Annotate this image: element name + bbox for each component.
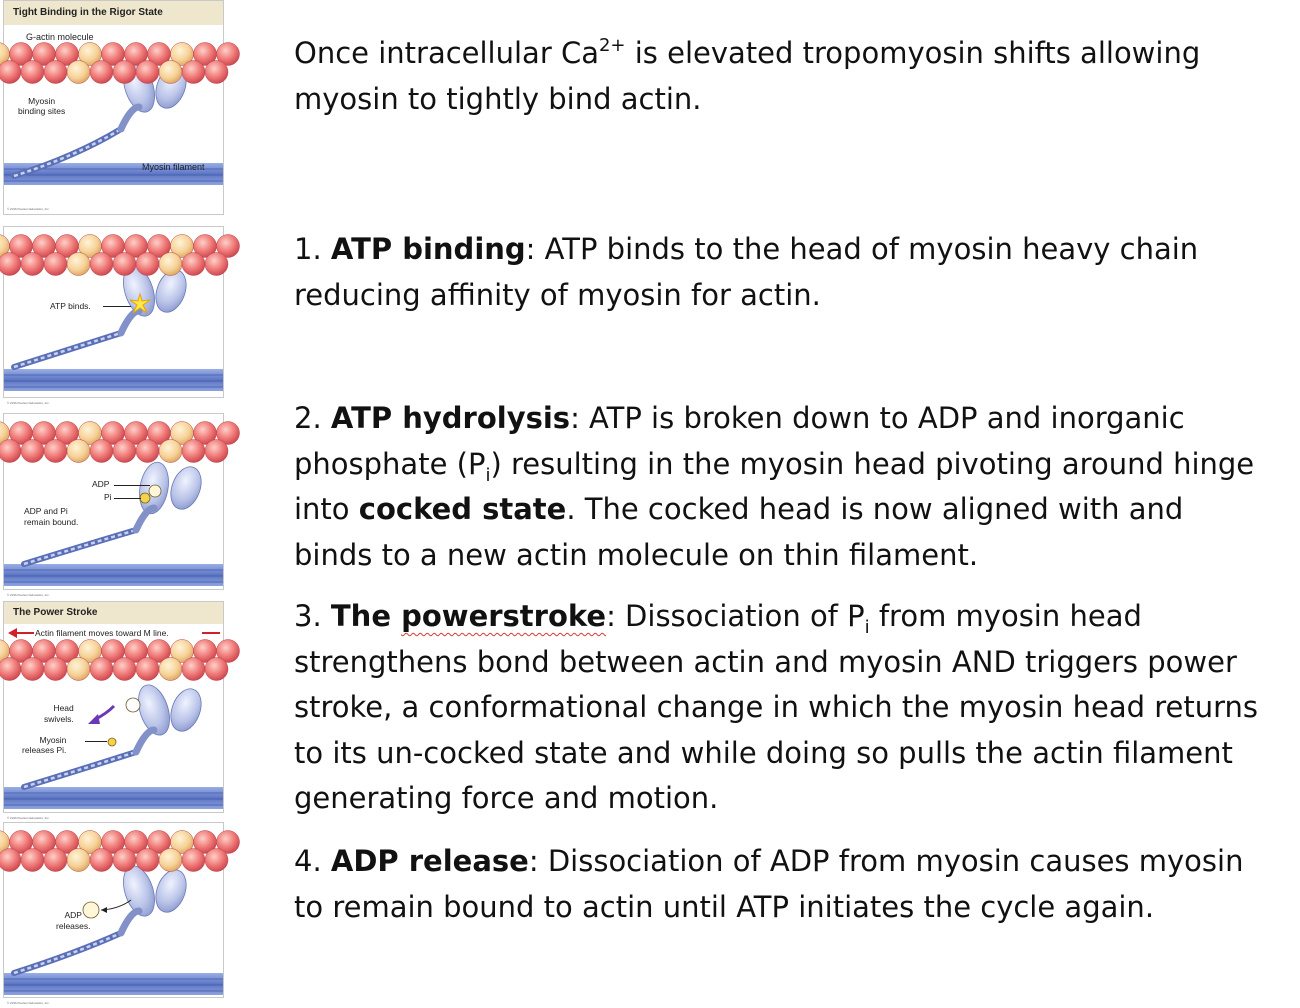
thick-filament-band [4, 564, 223, 586]
atp-leader-line [103, 306, 131, 307]
myosin-tail-highlight [24, 530, 136, 564]
step-4-number: 4. [294, 844, 331, 878]
binding-sites-label [18, 96, 65, 116]
step-4-term: ADP release [330, 844, 529, 878]
adp-line-1: ADP [64, 910, 82, 920]
actin-filament [0, 43, 240, 84]
step-3-term-b: powerstroke [401, 599, 607, 633]
g-actin-bead [159, 658, 182, 681]
adp-label: ADP [92, 479, 110, 489]
g-actin-bead [21, 440, 44, 463]
binding-sites-line-1: Myosin [28, 96, 56, 106]
g-actin-bead [182, 849, 205, 872]
intro-after: is elevated tropomyosin shifts allowing myosin to tightly bind actin. [294, 36, 1201, 116]
g-actin-bead [136, 658, 159, 681]
g-actin-bead [44, 849, 67, 872]
actin-filament [0, 831, 240, 872]
g-actin-bead [182, 61, 205, 84]
g-actin-bead [0, 658, 21, 681]
g-actin-bead [159, 849, 182, 872]
step-2-sub: i [485, 464, 491, 486]
copyright: © 2016 Pearson Education, Inc. [7, 401, 50, 405]
g-actin-bead [67, 253, 90, 276]
release-leader-line [85, 741, 107, 742]
g-actin-bead [90, 849, 113, 872]
g-actin-bead [67, 440, 90, 463]
pi-label: Pi [104, 492, 112, 502]
g-actin-bead [67, 61, 90, 84]
g-actin-bead [159, 61, 182, 84]
thick-filament-band [4, 973, 223, 995]
panel-rigor-state [3, 0, 224, 215]
step-2-body-2: ) resulting in the myosin head pivoting around hinge into [294, 446, 1255, 526]
g-actin-bead [90, 658, 113, 681]
myosin-tail [14, 333, 121, 367]
atp-burst-icon [130, 294, 150, 314]
step-1-text [294, 227, 1264, 318]
step-4-body: : Dissociation of ADP from myosin causes myosin to remain bound to actin until ATP initiates the cycle again. [294, 844, 1244, 924]
swivel-line-1: Head [53, 703, 74, 713]
intro-text [294, 31, 1264, 122]
step-1-term: ATP binding [330, 232, 526, 266]
g-actin-bead [136, 61, 159, 84]
panel-atp-hydrolysis [3, 413, 224, 597]
adp-releases-label [56, 910, 91, 932]
panel-atp-binding [3, 226, 224, 405]
g-actin-bead [90, 61, 113, 84]
myosin-releases-label [22, 735, 66, 755]
step-3-body-1: : Dissociation of P [606, 599, 865, 633]
g-actin-bead [136, 440, 159, 463]
g-actin-bead [136, 253, 159, 276]
g-actin-label: G-actin molecule [26, 32, 94, 42]
step-4-text [294, 839, 1264, 930]
myosin-tail [24, 752, 136, 787]
myosin-neck [121, 107, 139, 129]
step-3-term-a: The [330, 599, 402, 633]
step-2-term-2: cocked state [358, 492, 567, 526]
binding-sites-line-2: binding sites [18, 106, 66, 116]
g-actin-bead [90, 440, 113, 463]
g-actin-bead [159, 253, 182, 276]
atp-binds-label: ATP binds. [50, 301, 91, 311]
thick-filament-band [4, 369, 223, 391]
adp-line-2: releases. [56, 921, 91, 931]
step-2-text [294, 396, 1264, 578]
head-swivels-label [44, 703, 74, 725]
step-3-body-2: from myosin head strengthens bond between actin and myosin AND triggers power stroke, a conformational change in which the myosin head returns to its un-cocked state and while doing so pulls the actin filament generating force and motion. [294, 599, 1259, 815]
remain-bound-label [24, 506, 78, 528]
actin-filament [0, 640, 240, 681]
actin-filament [0, 422, 240, 463]
g-actin-bead [44, 253, 67, 276]
adp-leader-line [114, 485, 150, 486]
g-actin-bead [90, 253, 113, 276]
g-actin-bead [21, 61, 44, 84]
g-actin-bead [113, 849, 136, 872]
intro-sup: 2+ [598, 35, 626, 56]
thick-filament [4, 787, 223, 809]
atp-binding-illustration [4, 227, 223, 397]
thick-filament [4, 564, 223, 586]
step-3-text [294, 594, 1264, 822]
myosin-tail [24, 530, 136, 564]
step-1-body: : ATP binds to the head of myosin heavy chain reducing affinity of myosin for actin. [294, 232, 1199, 312]
g-actin-bead [21, 849, 44, 872]
swivel-line-2: swivels. [44, 714, 74, 724]
g-actin-bead [113, 253, 136, 276]
copyright: © 2016 Pearson Education, Inc. [7, 1001, 50, 1005]
atp-hydrolysis-illustration [4, 414, 223, 589]
panel-power-stroke [3, 601, 224, 820]
g-actin-bead [44, 440, 67, 463]
step-2-number: 2. [294, 401, 331, 435]
g-actin-bead [182, 253, 205, 276]
remain-line-1: ADP and Pi [24, 506, 68, 516]
g-actin-bead [113, 61, 136, 84]
released-pi-icons [99, 694, 159, 754]
g-actin-bead [21, 253, 44, 276]
g-actin-bead [0, 440, 21, 463]
g-actin-bead [44, 658, 67, 681]
pi-leader-line [114, 498, 141, 499]
myosin-head-back [165, 685, 206, 736]
myosin-neck [136, 508, 154, 530]
myosin-head-back [165, 463, 206, 514]
panel-adp-release [3, 822, 224, 1005]
step-1-number: 1. [294, 232, 331, 266]
g-actin-bead [205, 253, 228, 276]
copyright: © 2016 Pearson Education, Inc. [7, 207, 50, 211]
g-actin-bead [136, 849, 159, 872]
g-actin-bead [21, 658, 44, 681]
thick-filament [4, 973, 223, 995]
g-actin-bead [0, 253, 21, 276]
copyright: © 2016 Pearson Education, Inc. [7, 593, 50, 597]
release-line-2: releases Pi. [22, 745, 67, 755]
g-actin-bead [44, 61, 67, 84]
actin-filament [0, 235, 240, 276]
g-actin-bead [182, 440, 205, 463]
g-actin-bead [67, 658, 90, 681]
thick-filament-band [4, 787, 223, 809]
panel-header: The Power Stroke [4, 602, 223, 624]
g-actin-bead [205, 440, 228, 463]
g-actin-bead [0, 61, 21, 84]
g-actin-bead [67, 849, 90, 872]
step-2-term: ATP hydrolysis [330, 401, 571, 435]
g-actin-bead [113, 658, 136, 681]
myosin-head-back [150, 866, 191, 917]
myosin-filament-label: Myosin filament [142, 162, 205, 172]
step-3-sub: i [864, 617, 870, 638]
myosin-neck [121, 311, 139, 333]
panel-header: Tight Binding in the Rigor State [4, 1, 223, 25]
g-actin-bead [205, 61, 228, 84]
g-actin-bead [205, 849, 228, 872]
g-actin-bead [205, 658, 228, 681]
g-actin-bead [113, 440, 136, 463]
step-2-body-1: : ATP is broken down to ADP and inorganic phosphate (P [294, 401, 1185, 481]
release-line-1: Myosin [39, 735, 67, 745]
copyright: © 2016 Pearson Education, Inc. [7, 816, 50, 820]
myosin-tail [14, 933, 121, 973]
myosin-tail-highlight [24, 752, 136, 787]
g-actin-bead [0, 849, 21, 872]
step-3-number: 3. [294, 599, 331, 633]
thick-filament [4, 369, 223, 391]
g-actin-bead [159, 440, 182, 463]
step-2-body-3: . The cocked head is now aligned with and binds to a new actin molecule on thin filament. [294, 492, 1184, 572]
intro-before: Once intracellular Ca [294, 36, 599, 70]
actin-moves-label: Actin filament moves toward M line. [35, 628, 169, 638]
g-actin-bead [182, 658, 205, 681]
remain-line-2: remain bound. [24, 517, 79, 527]
